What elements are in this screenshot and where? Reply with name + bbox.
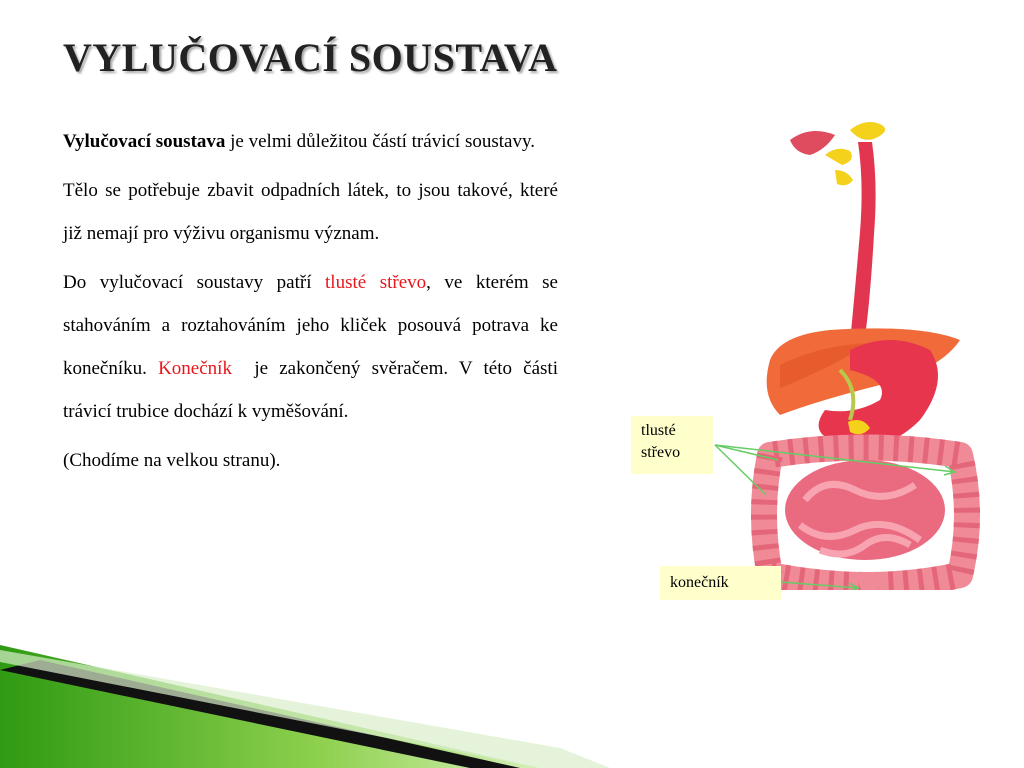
highlight-colon: tlusté střevo: [325, 272, 427, 293]
paragraph-1-text: je velmi důležitou částí trávicí soustavy.: [225, 131, 535, 152]
paragraph-1: [63, 120, 558, 163]
body-text: [63, 120, 563, 488]
paragraph-3-text-c: je zakončený svěračem. V této části trávicí trubice dochází k vyměšování.: [63, 358, 563, 422]
paragraph-3-text-a: Do vylučovací soustavy patří: [63, 272, 326, 293]
decorative-stripes: [0, 630, 1024, 768]
salivary-gland-icon: [850, 122, 885, 140]
label-colon: [631, 416, 713, 474]
esophagus-icon: [850, 142, 876, 344]
rectum-icon: [858, 572, 880, 590]
slide-title: VYLUČOVACÍ SOUSTAVA: [63, 35, 558, 80]
paragraph-2: Tělo se potřebuje zbavit odpadních látek, to jsou takové, které již nemají pro výživu organismu význam.: [63, 180, 558, 244]
digestive-system-illustration: [620, 110, 1020, 590]
paragraph-3: [63, 261, 563, 433]
label-colon-line1: tlusté: [641, 422, 676, 439]
label-rectum: konečník: [660, 566, 781, 600]
paragraph-3-text-b: , ve kterém se stahováním a roztahováním jeho kliček posouvá potrava ke konečníku.: [63, 272, 558, 379]
mouth-icon: [790, 131, 835, 155]
highlight-rectum: Konečník: [158, 358, 232, 379]
paragraph-4: (Chodíme na velkou stranu).: [63, 450, 281, 471]
term-bold: Vylučovací soustava: [63, 131, 226, 152]
label-colon-line2: střevo: [641, 444, 681, 461]
